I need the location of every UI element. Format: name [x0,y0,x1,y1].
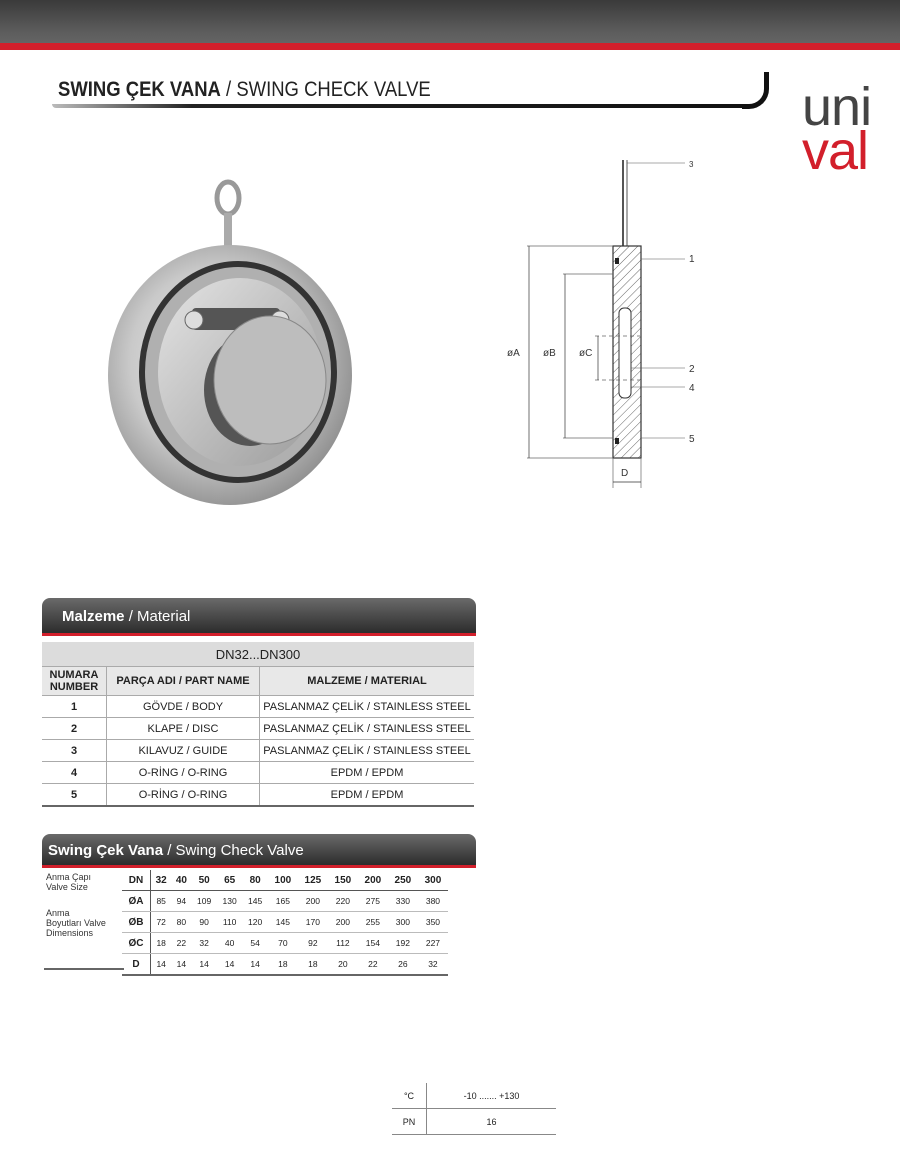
cell: 112 [328,933,358,954]
material-header-bold: Malzeme [62,608,125,625]
material-table-header [42,667,474,696]
pressure-value: 16 [427,1109,557,1135]
cell: 94 [171,891,191,912]
page-title-bold: SWING ÇEK VANA [58,78,221,101]
dimension-block [44,870,448,974]
cell: 165 [268,891,298,912]
col-material: MALZEME / MATERIAL [260,667,475,696]
row-number: 5 [42,784,107,807]
cell: 18 [268,954,298,976]
cell: 170 [298,912,328,933]
disc-section [619,308,631,398]
dn-range: DN32...DN300 [42,642,474,667]
table-row [42,762,474,784]
lifting-eye [217,182,239,214]
cell: 275 [358,891,388,912]
dimension-row-oa [122,891,448,912]
dn-range-row [42,642,474,667]
cross-section-drawing [505,158,705,493]
callout-1: 1 [689,254,695,265]
dn-value: 200 [358,870,388,891]
label-oc: øC [579,348,593,359]
table-row [42,784,474,807]
top-bar [0,0,900,46]
title-hook-ornament [742,72,769,109]
row-label: ØC [122,933,151,954]
row-part: O-RİNG / O-RING [107,784,260,807]
material-table [42,642,474,807]
cell: 109 [191,891,217,912]
operating-conditions-table [392,1083,556,1135]
dimension-table [122,870,448,976]
dn-value: 300 [418,870,448,891]
cell: 54 [242,933,268,954]
row-part: KLAPE / DISC [107,718,260,740]
cell: 192 [388,933,418,954]
cell: 145 [268,912,298,933]
dn-value: 250 [388,870,418,891]
dimension-row-oc [122,933,448,954]
row-label: ØB [122,912,151,933]
title-underline [52,104,752,108]
cell: 14 [171,954,191,976]
row-material: PASLANMAZ ÇELİK / STAINLESS STEEL [260,740,475,762]
page-title [58,78,431,102]
cell: 20 [328,954,358,976]
valve-photo [100,160,360,520]
cell: 350 [418,912,448,933]
cell: 40 [217,933,243,954]
cell: 14 [242,954,268,976]
dn-value: 150 [328,870,358,891]
row-material: EPDM / EPDM [260,784,475,807]
condition-row-temperature [392,1083,556,1109]
cell: 26 [388,954,418,976]
cell: 227 [418,933,448,954]
label-oa: øA [507,348,520,359]
dimension-header-row [122,870,448,891]
dn-value: 65 [217,870,243,891]
cell: 22 [171,933,191,954]
cell: 200 [298,891,328,912]
cell: 14 [217,954,243,976]
row-label: D [122,954,151,976]
page-title-light: / SWING CHECK VALVE [220,78,431,101]
cell: 220 [328,891,358,912]
material-header-light: / Material [124,608,191,625]
label-d: D [621,468,629,479]
univa-logo [796,77,886,190]
nominal-size-label: Anma Çapı Valve Size [46,872,92,892]
seal-1 [615,258,619,264]
row-label: ØA [122,891,151,912]
dimension-left-rule [44,968,124,970]
label-ob: øB [543,348,556,359]
row-part: KILAVUZ / GUIDE [107,740,260,762]
dimension-header [42,834,476,868]
pressure-label: PN [392,1109,427,1135]
cell: 70 [268,933,298,954]
cell: 380 [418,891,448,912]
cell: 85 [151,891,172,912]
callout-4: 4 [689,383,695,394]
logo-line-2: val [802,121,869,181]
dn-value: 80 [242,870,268,891]
temperature-range: -10 ....... +130 [427,1083,557,1109]
cell: 200 [328,912,358,933]
dimension-header-light: / Swing Check Valve [163,842,304,859]
row-number: 4 [42,762,107,784]
dimension-row-ob [122,912,448,933]
table-row [42,718,474,740]
row-part: GÖVDE / BODY [107,696,260,718]
dimensions-label: Anma Boyutları Valve Dimensions [46,908,106,938]
cell: 130 [217,891,243,912]
table-row [42,740,474,762]
logo-line-1: uni [802,77,872,137]
cell: 154 [358,933,388,954]
cell: 72 [151,912,172,933]
cell: 90 [191,912,217,933]
cell: 92 [298,933,328,954]
cell: 300 [388,912,418,933]
valve-disc [214,316,326,444]
dn-value: 50 [191,870,217,891]
dn-value: 40 [171,870,191,891]
cell: 14 [151,954,172,976]
temperature-label: °C [392,1083,427,1109]
dn-label: DN [122,870,151,891]
page-title-block [52,78,770,110]
cell: 18 [151,933,172,954]
dn-value: 125 [298,870,328,891]
dimension-header-bold: Swing Çek Vana [48,842,164,859]
cell: 110 [217,912,243,933]
row-number: 3 [42,740,107,762]
cell: 255 [358,912,388,933]
top-accent-stripe [0,43,900,50]
cell: 32 [418,954,448,976]
material-header [42,598,476,636]
row-part: O-RİNG / O-RING [107,762,260,784]
row-number: 2 [42,718,107,740]
cell: 22 [358,954,388,976]
callout-3: 3 [689,160,694,169]
row-number: 1 [42,696,107,718]
cell: 120 [242,912,268,933]
cell: 330 [388,891,418,912]
col-part-name: PARÇA ADI / PART NAME [107,667,260,696]
row-material: PASLANMAZ ÇELİK / STAINLESS STEEL [260,718,475,740]
callout-5: 5 [689,434,695,445]
cell: 14 [191,954,217,976]
dn-value: 32 [151,870,172,891]
seal-5 [615,438,619,444]
row-material: EPDM / EPDM [260,762,475,784]
col-number: NUMARA NUMBER [42,667,107,696]
dimension-row-d [122,954,448,976]
dn-value: 100 [268,870,298,891]
condition-row-pressure [392,1109,556,1135]
cell: 32 [191,933,217,954]
hinge-screw-left [185,311,203,329]
cell: 18 [298,954,328,976]
cell: 145 [242,891,268,912]
row-material: PASLANMAZ ÇELİK / STAINLESS STEEL [260,696,475,718]
table-row [42,696,474,718]
callout-2: 2 [689,364,695,375]
cell: 80 [171,912,191,933]
